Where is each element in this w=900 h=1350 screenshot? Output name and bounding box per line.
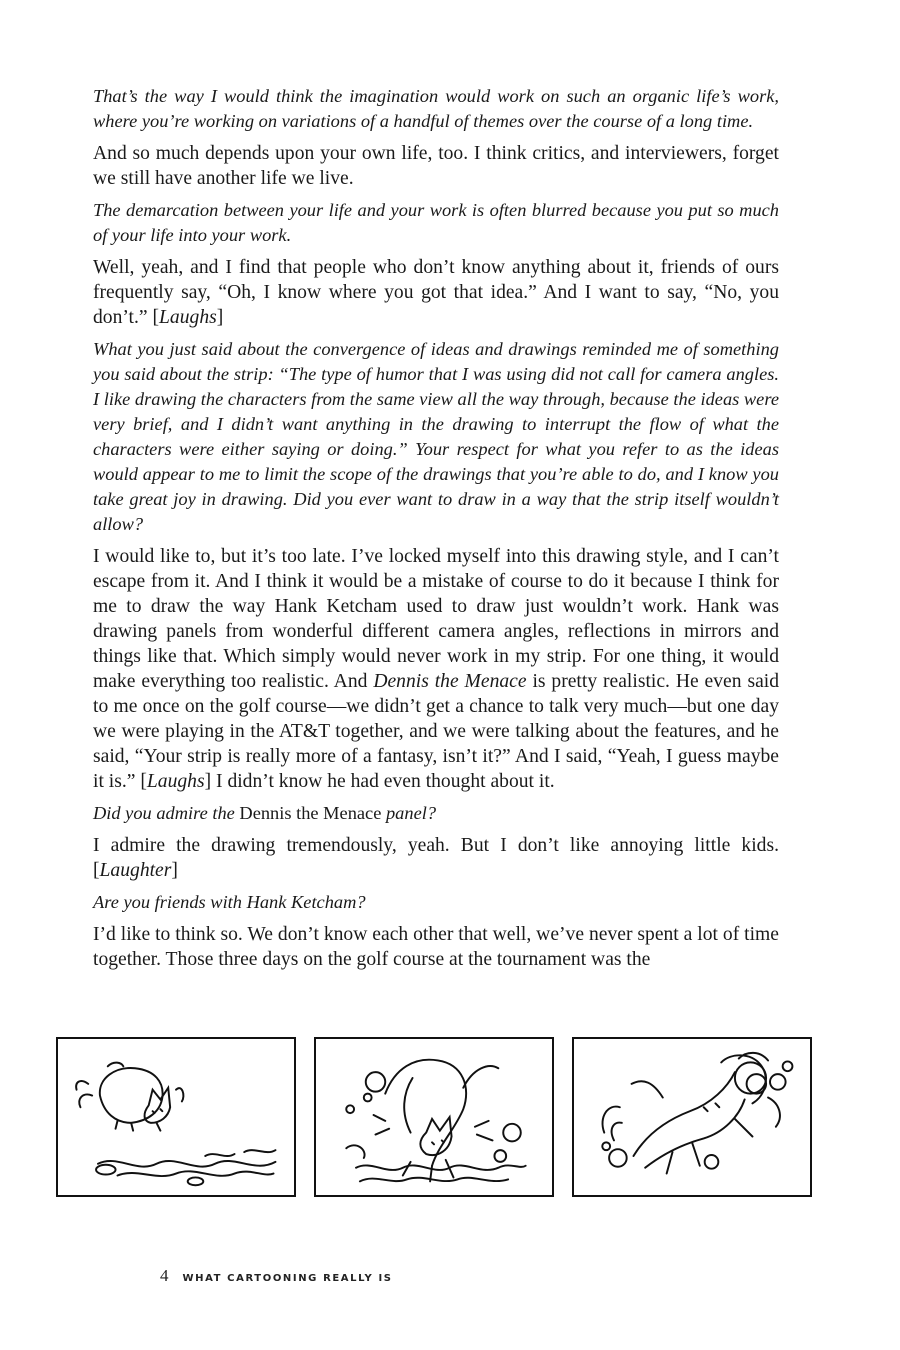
cat-leaping-illustration xyxy=(316,1039,552,1195)
question-paragraph: Are you friends with Hank Ketcham? xyxy=(93,892,366,912)
question-paragraph: That’s the way I would think the imagination would work on such an organic life’s work, where you’re working on variations of a handful of themes over the course of a long time. xyxy=(93,86,779,131)
answer-paragraph: And so much depends upon your own life, too. I think critics, and interviewers, forget we still have another life we live. xyxy=(93,143,779,189)
question-paragraph: What you just said about the convergence of ideas and drawings reminded me of something you said about the strip: “The type of humor that I was using did not call for camera angles. I like drawing the characters from the same view all the way through, because the ideas were very brief, and I didn’t want anything in the drawing to interrupt the flow of what the characters were either saying or doing.” Your respect for what you refer to as the ideas would appear to me to limit the scope of the drawings that you’re able to do, and I know you take great joy in drawing. Did you ever want to draw in a way that the strip itself wouldn’t allow? xyxy=(93,339,779,534)
page-footer xyxy=(160,1266,393,1286)
question-paragraph: The demarcation between your life and your work is often blurred because you put so much of your life into your work. xyxy=(93,200,779,245)
running-title: WHAT CARTOONING REALLY IS xyxy=(182,1273,393,1284)
answer-paragraph: I’d like to think so. We don’t know each other that well, we’ve never spent a lot of time together. Those three days on the golf course at the tournament was the xyxy=(93,924,779,970)
answer-paragraph: Well, yeah, and I find that people who don’t know anything about it, friends of ours frequently say, “Oh, I know where you got that idea.” And I want to say, “No, you don’t.” [Laughs] xyxy=(93,257,779,328)
article-body xyxy=(93,84,779,979)
cat-tangled-illustration xyxy=(574,1039,810,1195)
page-number: 4 xyxy=(160,1266,169,1285)
cat-sniffing-illustration xyxy=(58,1039,294,1195)
answer-paragraph: I would like to, but it’s too late. I’ve locked myself into this drawing style, and I can’t escape from it. And I think it would be a mistake of course to do it because I think for me to draw the way Hank Ketcham used to draw just wouldn’t work. Hank was drawing panels from wonderful different camera angles, reflections in mirrors and things like that. Which simply would never work in my strip. For one thing, it would make everything too realistic. And Dennis the Menace is pretty realistic. He even said to me once on the golf course—we didn’t get a chance to talk very much—but one day we were playing in the AT&T together, and we were talking about the features, and he said, “Your strip is really more of a fantasy, isn’t it?” And I said, “Yeah, I guess maybe it is.” [Laughs] I didn’t know he had even thought about it. xyxy=(93,546,780,792)
comic-panel-3 xyxy=(572,1037,812,1197)
question-paragraph: Did you admire the Dennis the Menace panel? xyxy=(93,803,437,823)
comic-panel-2 xyxy=(314,1037,554,1197)
answer-paragraph: I admire the drawing tremendously, yeah. But I don’t like annoying little kids. [Laughter] xyxy=(93,835,779,881)
comic-strip xyxy=(56,1037,820,1200)
comic-panel-1 xyxy=(56,1037,296,1197)
